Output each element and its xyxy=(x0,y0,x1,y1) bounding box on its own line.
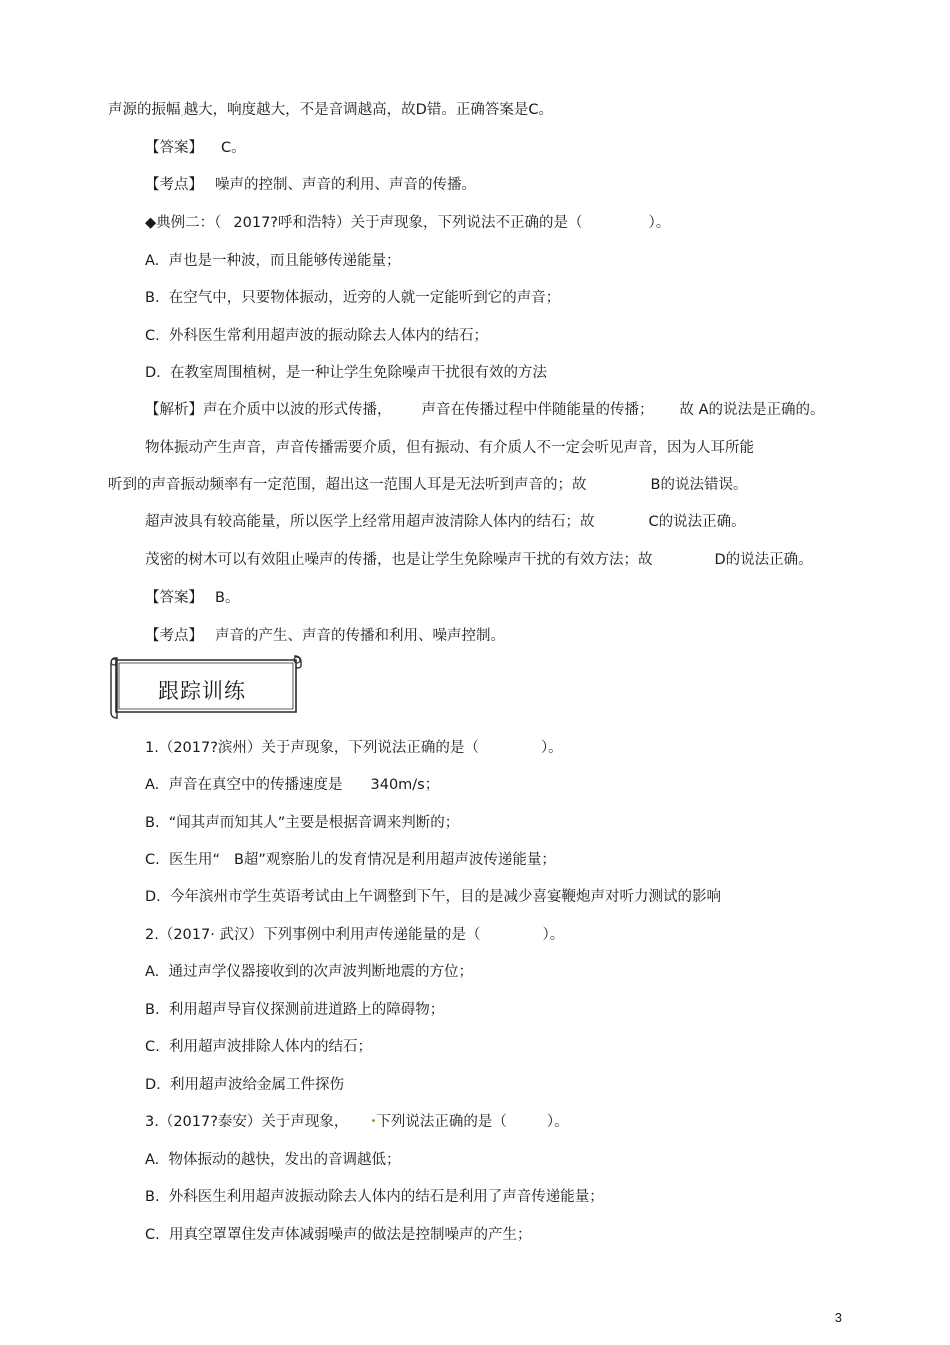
answer-label: 【答案】 xyxy=(145,140,203,156)
analysis-continuation xyxy=(108,100,553,124)
example2-analysis-line3 xyxy=(108,475,747,495)
question-2-option-d: D. 利用超声波给金属工件探伤 xyxy=(145,1077,344,1093)
example2-answer xyxy=(145,588,239,608)
question-1-option-a xyxy=(145,775,439,795)
text-span: ）。 xyxy=(546,1114,569,1130)
question-1-stem xyxy=(145,738,563,758)
stray-dot-mark: • xyxy=(370,1116,377,1127)
text-span: D的说法正确。 xyxy=(714,552,813,568)
question-1-option-c xyxy=(145,850,556,870)
text-span: 声音在传播过程中伴随能量的传播； xyxy=(421,402,654,418)
stray-dot-mark: . xyxy=(180,108,184,119)
example2-analysis-line2: 物体振动产生声音，声音传播需要介质，但有振动、有介质人不一定会听见声音，因为人耳所能 xyxy=(145,440,754,456)
example2-topic xyxy=(145,626,505,646)
prev-topic xyxy=(145,175,476,195)
text-span: 茂密的树木可以有效阻止噪声的传播，也是让学生免除噪声干扰的有效方法；故 xyxy=(145,552,653,568)
question-2-option-c: C. 利用超声波排除人体内的结石； xyxy=(145,1039,372,1055)
question-3-option-b: B. 外科医生利用超声波振动除去人体内的结石是利用了声音传递能量； xyxy=(145,1189,604,1205)
topic-label: 【考点】 xyxy=(145,628,203,644)
text-span: 2017?呼和浩特）关于声现象，下列说法不正确的是（ xyxy=(233,215,583,231)
text-span: ◆典例二：（ xyxy=(145,215,222,231)
text-span: 2.（2017· 武汉）下列事例中利用声传递能量的是（ xyxy=(145,927,481,943)
text-span: C的说法正确。 xyxy=(648,514,746,530)
topic-text: 噪声的控制、声音的利用、声音的传播。 xyxy=(215,177,476,193)
question-2-option-a: A. 通过声学仪器接收到的次声波判断地震的方位； xyxy=(145,964,473,980)
text-span: ）。 xyxy=(542,927,565,943)
example2-option-a: A. 声也是一种波，而且能够传递能量； xyxy=(145,253,401,269)
text-span: 越大，响度越大，不是音调越高，故D错。正确答案是C。 xyxy=(183,102,553,118)
question-3-stem xyxy=(145,1112,569,1132)
question-1-option-b: B. “闻其声而知其人”主要是根据音调来判断的； xyxy=(145,815,460,831)
text-span: ）。 xyxy=(648,215,671,231)
answer-text: C。 xyxy=(221,140,246,156)
question-3-option-a: A. 物体振动的越快，发出的音调越低； xyxy=(145,1152,401,1168)
topic-text: 声音的产生、声音的传播和利用、噪声控制。 xyxy=(215,628,505,644)
question-1-option-d: D. 今年滨州市学生英语考试由上午调整到下午，目的是减少喜宴鞭炮声对听力测试的影响 xyxy=(145,889,721,905)
text-span: 听到的声音振动频率有一定范围，超出这一范围人耳是无法听到声音的；故 xyxy=(108,477,587,493)
text-span: A. 声音在真空中的传播速度是 xyxy=(145,777,343,793)
text-span: 3.（2017?泰安）关于声现象， xyxy=(145,1114,349,1130)
example2-stem xyxy=(145,213,670,233)
example2-option-b: B. 在空气中，只要物体振动，近旁的人就一定能听到它的声音； xyxy=(145,290,561,306)
example2-option-d: D. 在教室周围植树，是一种让学生免除噪声干扰很有效的方法 xyxy=(145,365,547,381)
section-title: 跟踪训练 xyxy=(158,679,246,703)
text-span: 下列说法正确的是（ xyxy=(376,1114,507,1130)
prev-answer xyxy=(145,138,246,158)
text-span: 【解析】声在介质中以波的形式传播， xyxy=(145,402,392,418)
text-span: B超”观察胎儿的发育情况是利用超声波传递能量； xyxy=(233,852,556,868)
text-span: 340m/s； xyxy=(370,777,440,793)
example2-analysis-line4 xyxy=(145,512,746,532)
text-span: 超声波具有较高能量，所以医学上经常用超声波清除人体内的结石；故 xyxy=(145,514,595,530)
text-span: B的说法错误。 xyxy=(650,477,748,493)
example2-option-c: C. 外科医生常利用超声波的振动除去人体内的结石； xyxy=(145,328,488,344)
page-number: 3 xyxy=(834,1310,842,1325)
answer-text: B。 xyxy=(215,590,240,606)
question-2-stem xyxy=(145,925,564,945)
text-span: ）。 xyxy=(540,740,563,756)
text-span: C. 医生用“ xyxy=(145,852,220,868)
question-2-option-b: B. 利用超声导盲仪探测前进道路上的障碍物； xyxy=(145,1002,445,1018)
text-span: 故 A的说法是正确的。 xyxy=(679,402,825,418)
example2-analysis-line1 xyxy=(145,400,825,420)
example2-analysis-line5 xyxy=(145,550,813,570)
question-3-option-c: C. 用真空罩罩住发声体减弱噪声的做法是控制噪声的产生； xyxy=(145,1227,532,1243)
topic-label: 【考点】 xyxy=(145,177,203,193)
answer-label: 【答案】 xyxy=(145,590,203,606)
text-span: 1.（2017?滨州）关于声现象，下列说法正确的是（ xyxy=(145,740,479,756)
text-span: 声源的振幅 xyxy=(108,102,181,118)
